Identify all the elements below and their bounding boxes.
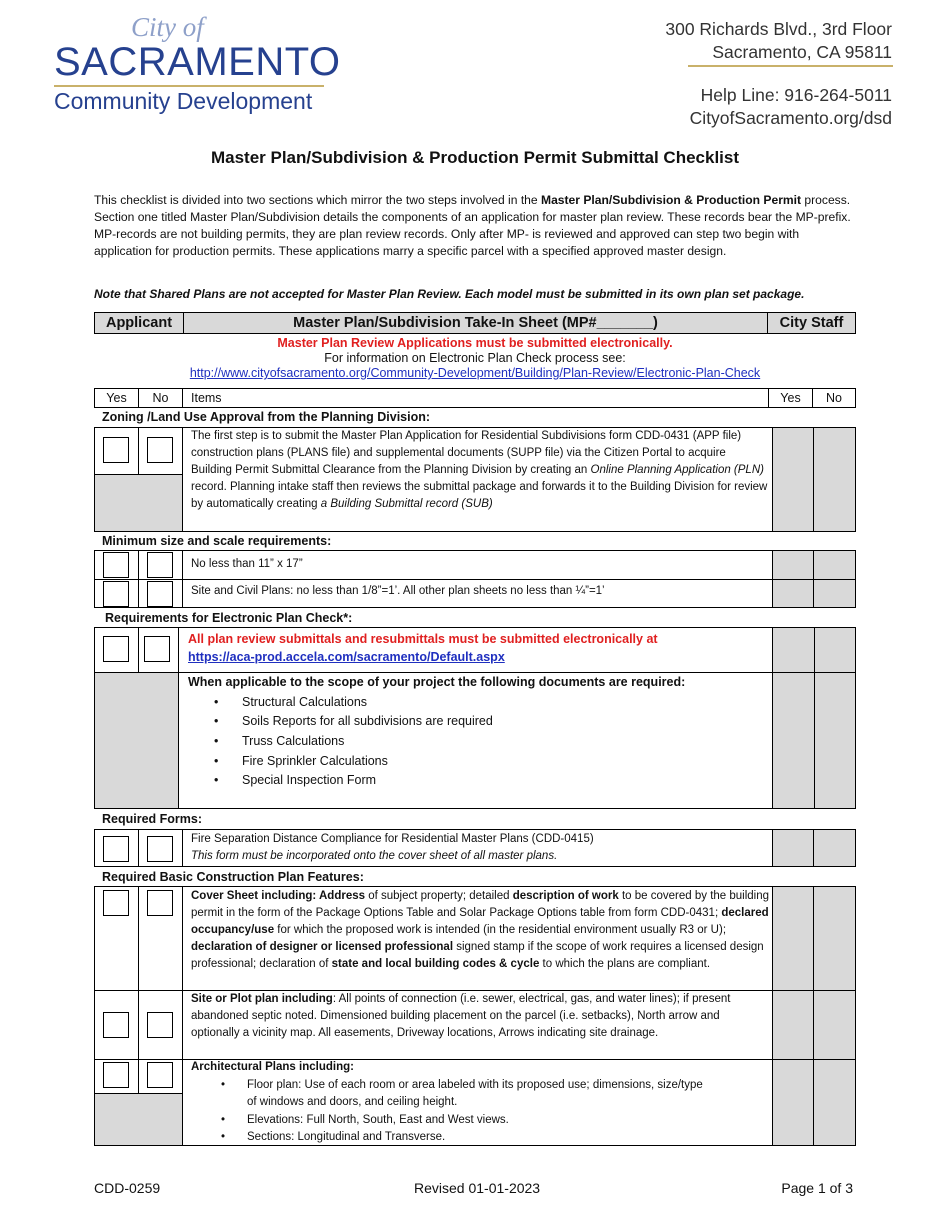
- cover-sheet-text: [191, 888, 771, 973]
- footer-form-id: CDD-0259: [94, 1180, 161, 1196]
- arch-yes-checkbox[interactable]: [103, 1062, 129, 1088]
- arch-plans-text: [191, 1059, 771, 1076]
- zoning-text-c: record. Planning intake staff then reviews the submittal package and forwards it to the Building Division for review by automatically creating: [191, 481, 768, 510]
- cover-b3: declared occupancy/use: [191, 907, 769, 936]
- arch-staff-no[interactable]: [813, 1059, 856, 1146]
- doc-item-text: Special Inspection Form: [242, 773, 377, 787]
- electronic-1-no-checkbox[interactable]: [144, 636, 170, 662]
- site-t: : All points of connection (i.e. sewer, electrical, gas, and water lines); if present abandoned septic noted. Dimensioned building placement on the parcel (i.e. setbacks), North arrow and optionally a vicinity map. All easements, Driveway locations, Arrows indicating site drainage.: [191, 993, 731, 1039]
- site-staff-no[interactable]: [813, 990, 856, 1060]
- address-divider: [688, 65, 893, 67]
- electronic-1-yes-checkbox[interactable]: [103, 636, 129, 662]
- arch-shaded-applicant: [94, 1093, 183, 1146]
- doc-item-text: Soils Reports for all subdivisions are required: [242, 714, 493, 728]
- min-size-1-staff-yes[interactable]: [772, 550, 814, 580]
- doc-item: • Structural Calculations: [214, 695, 368, 709]
- contact-block: [690, 84, 892, 130]
- forms-no-checkbox[interactable]: [147, 836, 173, 862]
- section-forms: Required Forms:: [102, 812, 203, 826]
- doc-item-text: Structural Calculations: [242, 695, 368, 709]
- arch-no-checkbox[interactable]: [147, 1062, 173, 1088]
- info-text: For information on Electronic Plan Check process see:: [324, 351, 626, 365]
- doc-item: • Special Inspection Form: [214, 773, 377, 787]
- zoning-shaded-applicant: [94, 474, 183, 532]
- min-size-item-1: No less than 11” x 17”: [191, 558, 303, 570]
- zoning-yes-checkbox[interactable]: [103, 437, 129, 463]
- electronic-2-staff-yes[interactable]: [772, 672, 815, 809]
- logo-sacramento: SACRAMENTO: [54, 40, 341, 84]
- cover-t3: for which the proposed work is intended (in the residential environment usually R3 or U);: [274, 924, 727, 936]
- zoning-item-text: [191, 428, 769, 513]
- zoning-no-checkbox[interactable]: [147, 437, 173, 463]
- cover-t5: to which the plans are compliant.: [539, 958, 711, 970]
- staff-yes-header: Yes: [768, 388, 813, 408]
- arch-b: Architectural Plans including:: [191, 1061, 354, 1073]
- min-size-1-no-checkbox[interactable]: [147, 552, 173, 578]
- zoning-text-d: a Building Submittal record (SUB): [320, 498, 493, 510]
- intro-text-2: process. Section one titled Master Plan/Subdivision details the components of an application for master plan review. These records bear the MP-prefix. MP-records are not building permits, they are plan review records. Only after MP- is reviewed and approved can step two begin with application for production permits. These applications marry a specific parcel with a specified approved master design.: [94, 193, 851, 258]
- arch-item: • Floor plan: Use of each room or area labeled with its proposed use; dimensions, size/type of windows and doors, and ceiling height.: [221, 1079, 703, 1108]
- arch-staff-yes[interactable]: [772, 1059, 814, 1146]
- intro-text-1: This checklist is divided into two sections which mirror the two steps involved in the: [94, 193, 541, 207]
- footer-revised: Revised 01-01-2023: [414, 1180, 541, 1196]
- doc-item-text: Fire Sprinkler Calculations: [242, 754, 388, 768]
- electronic-notice: Master Plan Review Applications must be submitted electronically.: [277, 336, 673, 350]
- applicant-yes-header: Yes: [94, 388, 139, 408]
- header-applicant: Applicant: [94, 312, 184, 334]
- cover-t2: to be covered by the building permit in the form of the Package Options Table and Solar Package Options table from form CDD-0431;: [191, 890, 770, 919]
- min-size-1-staff-no[interactable]: [813, 550, 856, 580]
- arch-item-text: Elevations: Full North, South, East and West views.: [247, 1114, 509, 1126]
- electronic-2-staff-no[interactable]: [814, 672, 856, 809]
- electronic-1-staff-no[interactable]: [814, 627, 856, 673]
- cover-staff-yes[interactable]: [772, 886, 814, 991]
- cover-no-checkbox[interactable]: [147, 890, 173, 916]
- doc-item-text: Truss Calculations: [242, 734, 345, 748]
- cover-t1: of subject property; detailed: [365, 890, 513, 902]
- forms-item-note: This form must be incorporated onto the cover sheet of all master plans.: [191, 850, 558, 862]
- docs-heading: When applicable to the scope of your project the following documents are required:: [188, 675, 686, 689]
- cover-b5: state and local building codes & cycle: [331, 958, 540, 970]
- address-block: [665, 18, 892, 64]
- doc-item: • Soils Reports for all subdivisions are required: [214, 714, 493, 728]
- arch-item: • Sections: Longitudinal and Transverse.: [221, 1131, 446, 1143]
- header-city-staff: City Staff: [767, 312, 856, 334]
- applicant-no-header: No: [138, 388, 183, 408]
- site-b: Site or Plot plan including: [191, 993, 333, 1005]
- website[interactable]: CityofSacramento.org/dsd: [689, 108, 892, 128]
- section-electronic: Requirements for Electronic Plan Check*:: [105, 611, 353, 625]
- electronic-plan-check-link[interactable]: http://www.cityofsacramento.org/Community-Development/Building/Plan-Review/Electronic-Plan-Check: [189, 366, 761, 380]
- logo-department: Community Development: [54, 88, 313, 114]
- forms-item-name: Fire Separation Distance Compliance for Residential Master Plans (CDD-0415): [191, 833, 594, 845]
- section-min-size: Minimum size and scale requirements:: [102, 534, 332, 548]
- section-basic: Required Basic Construction Plan Features:: [102, 870, 364, 884]
- electronic-shaded-applicant: [94, 672, 179, 809]
- doc-item: • Truss Calculations: [214, 734, 345, 748]
- address-line1: 300 Richards Blvd., 3rd Floor: [665, 19, 892, 39]
- min-size-2-staff-yes[interactable]: [772, 579, 814, 608]
- site-yes-checkbox[interactable]: [103, 1012, 129, 1038]
- section-zoning: Zoning /Land Use Approval from the Planning Division:: [102, 410, 431, 424]
- intro-paragraph: [94, 192, 856, 260]
- site-no-checkbox[interactable]: [147, 1012, 173, 1038]
- min-size-2-yes-checkbox[interactable]: [103, 581, 129, 607]
- cover-staff-no[interactable]: [813, 886, 856, 991]
- logo-city-of: City of: [131, 12, 204, 42]
- cover-yes-checkbox[interactable]: [103, 890, 129, 916]
- intro-bold: Master Plan/Subdivision & Production Permit: [541, 193, 802, 207]
- address-line2: Sacramento, CA 95811: [712, 42, 892, 62]
- logo-divider: [54, 85, 324, 87]
- shared-plans-note: Note that Shared Plans are not accepted for Master Plan Review. Each model must be submitted in its own plan set package.: [94, 287, 805, 301]
- electronic-1-staff-yes[interactable]: [772, 627, 815, 673]
- items-header: Items: [182, 388, 769, 408]
- forms-staff-no[interactable]: [813, 829, 856, 867]
- cover-b4: declaration of designer or licensed professional: [191, 941, 454, 953]
- footer-page: Page 1 of 3: [781, 1180, 853, 1196]
- cover-b2: description of work: [512, 890, 619, 902]
- page-title: Master Plan/Subdivision & Production Permit Submittal Checklist: [210, 148, 740, 167]
- arch-item-text: Floor plan: Use of each room or area labeled with its proposed use; dimensions, size/type of windows and doors, and ceiling height.: [247, 1079, 703, 1108]
- min-size-item-2: Site and Civil Plans: no less than 1/8”=1’. All other plan sheets no less than ¼”=1’: [191, 585, 605, 597]
- site-plan-text: [191, 991, 771, 1042]
- arch-item: • Elevations: Full North, South, East and West views.: [221, 1114, 509, 1126]
- electronic-notice-block: [94, 336, 856, 380]
- min-size-2-staff-no[interactable]: [813, 579, 856, 608]
- zoning-staff-no[interactable]: [813, 427, 856, 532]
- cover-t4: signed stamp if the scope of work requires a licensed design professional; declaration of: [191, 941, 764, 970]
- zoning-staff-yes[interactable]: [772, 427, 814, 532]
- header-takein-sheet: Master Plan/Subdivision Take-In Sheet (MP#_______): [183, 312, 768, 334]
- min-size-2-no-checkbox[interactable]: [147, 581, 173, 607]
- electronic-item-1: [188, 630, 658, 666]
- zoning-text-b: Online Planning Application (PLN): [590, 464, 764, 476]
- cover-b1: Cover Sheet including: Address: [191, 890, 366, 902]
- staff-no-header: No: [812, 388, 856, 408]
- zoning-text-a: The first step is to submit the Master Plan Application for Residential Subdivisions form CDD-0431 (APP file) construction plans (PLANS file) and supplemental documents (SUPP file) via the Citizen Portal to acquire Building Permit Submittal Clearance from the Planning Division by creating an: [191, 430, 742, 476]
- forms-yes-checkbox[interactable]: [103, 836, 129, 862]
- forms-staff-yes[interactable]: [772, 829, 814, 867]
- help-line: Help Line: 916-264-5011: [700, 85, 892, 105]
- forms-item: [191, 831, 594, 865]
- arch-item-text: Sections: Longitudinal and Transverse.: [247, 1131, 446, 1143]
- min-size-1-yes-checkbox[interactable]: [103, 552, 129, 578]
- electronic-row-2: [94, 672, 856, 809]
- site-staff-yes[interactable]: [772, 990, 814, 1060]
- doc-item: • Fire Sprinkler Calculations: [214, 754, 388, 768]
- accela-link[interactable]: https://aca-prod.accela.com/sacramento/Default.aspx: [188, 650, 505, 664]
- electronic-red-text: All plan review submittals and resubmittals must be submitted electronically at: [188, 632, 658, 646]
